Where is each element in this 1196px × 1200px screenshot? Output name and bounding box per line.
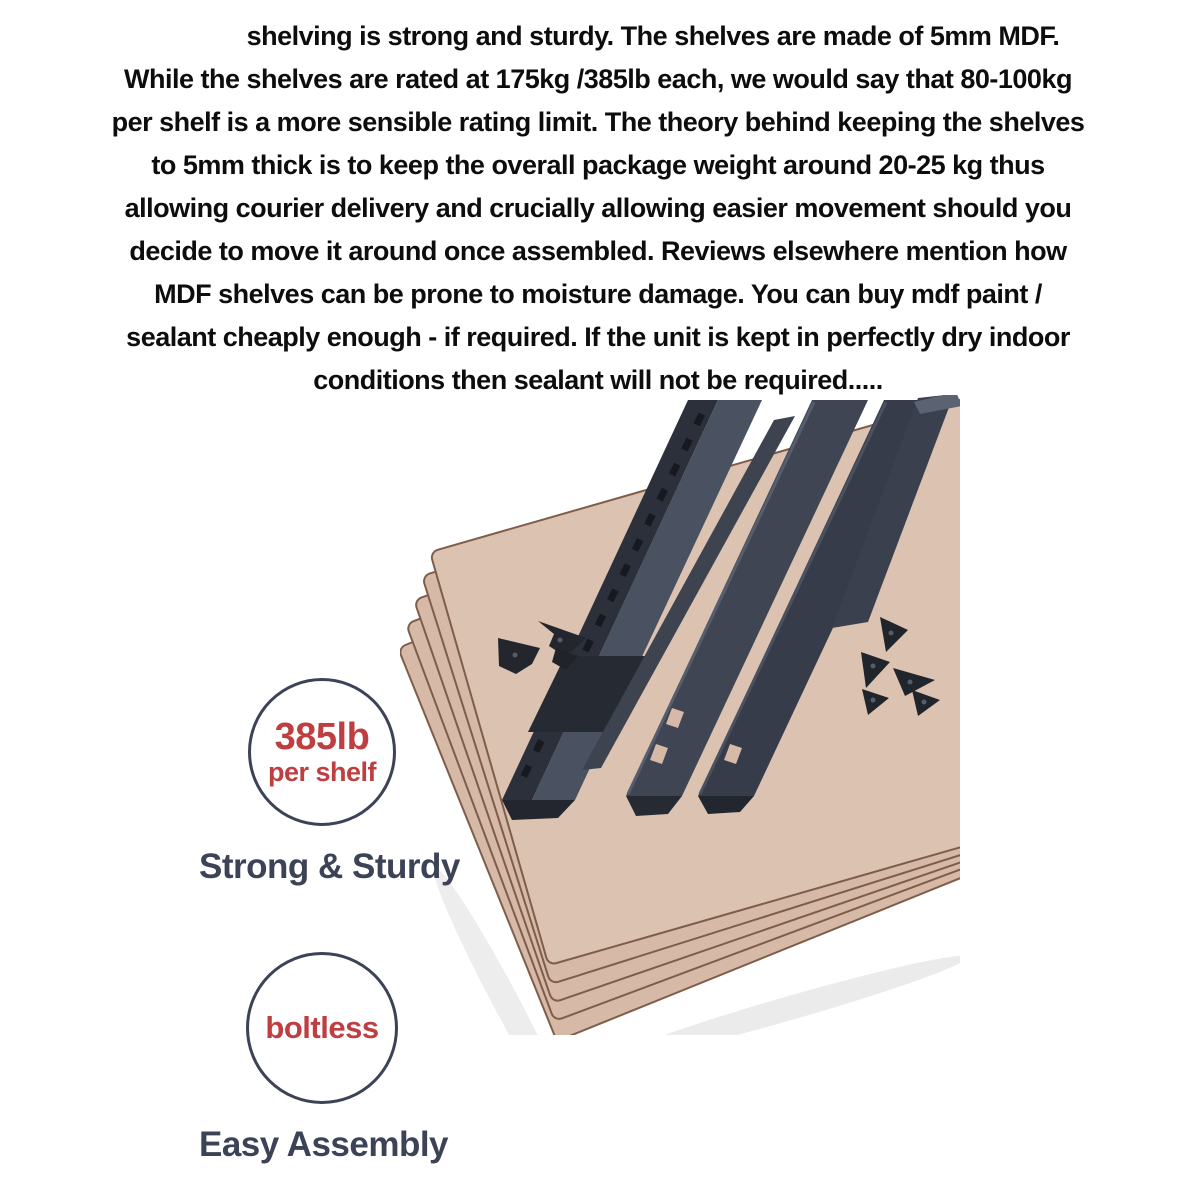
- capacity-unit: per shelf: [267, 757, 377, 787]
- assembly-value: boltless: [265, 1010, 379, 1045]
- capacity-badge-label: Strong & Sturdy: [199, 847, 460, 886]
- description-line: shelving is strong and sturdy. The shelves are made of 5mm MDF.: [246, 21, 1060, 51]
- description-line: conditions then sealant will not be required.....: [313, 365, 883, 395]
- description-paragraph: [0, 15, 1196, 402]
- description-line: to 5mm thick is to keep the overall package weight around 20-25 kg thus: [151, 150, 1045, 180]
- capacity-badge: [199, 678, 460, 887]
- description-line: per shelf is a more sensible rating limit. The theory behind keeping the shelves: [111, 107, 1085, 137]
- capacity-badge-circle: [248, 678, 396, 826]
- description-line: sealant cheaply enough - if required. If the unit is kept in perfectly dry indoor: [126, 322, 1070, 352]
- description-line: MDF shelves can be prone to moisture damage. You can buy mdf paint /: [154, 279, 1042, 309]
- assembly-badge-circle: [246, 952, 398, 1104]
- capacity-value: 385lb: [274, 716, 370, 758]
- assembly-badge: [199, 952, 449, 1165]
- description-line: allowing courier delivery and crucially allowing easier movement should you: [124, 193, 1072, 223]
- assembly-badge-label: Easy Assembly: [199, 1125, 449, 1164]
- description-line: While the shelves are rated at 175kg /385lb each, we would say that 80-100kg: [124, 64, 1072, 94]
- description-line: decide to move it around once assembled. Reviews elsewhere mention how: [129, 236, 1067, 266]
- product-photo: [400, 395, 960, 1035]
